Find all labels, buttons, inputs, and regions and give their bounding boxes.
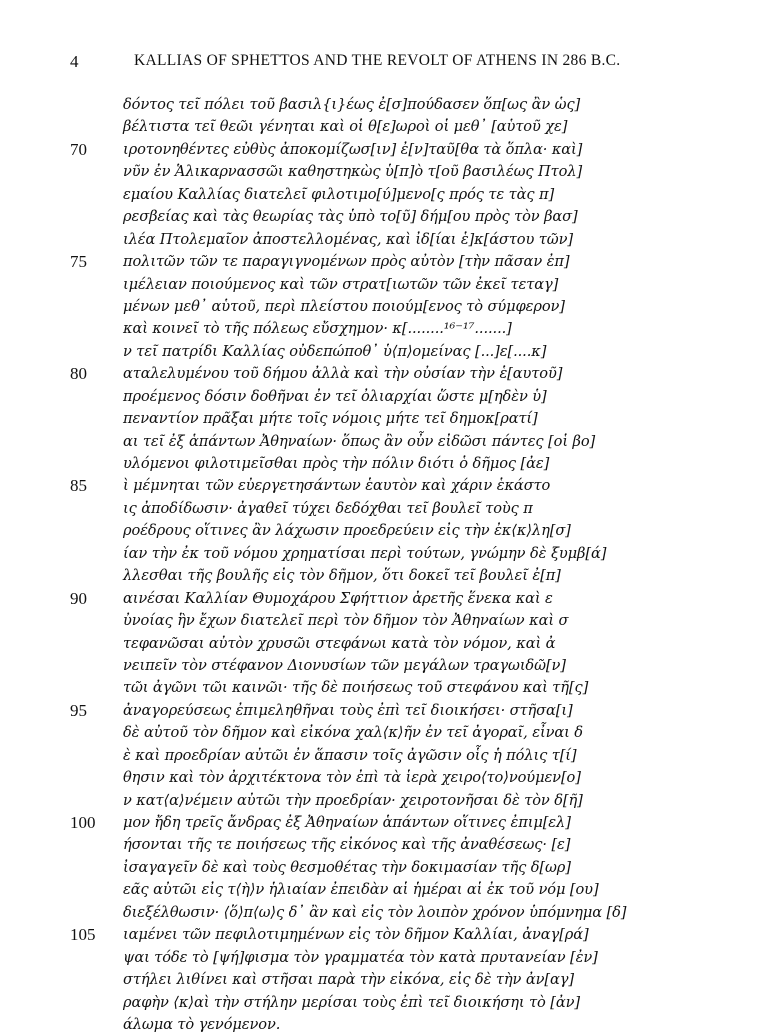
- inscription-line: [0, 1014, 775, 1036]
- inscription-text: [0, 94, 775, 1036]
- inscription-line: [0, 139, 775, 161]
- inscription-line: [0, 812, 775, 834]
- inscription-line: [0, 386, 775, 408]
- line-text: εᾶς αὐτῶι εἰς τ⟨ὴ⟩ν ἡλιαίαν ἐπειδὰν αἱ ἡμέραι αἱ ἐκ τοῦ νόμ [ου]: [123, 881, 599, 899]
- line-text: ροέδρους οἵτινες ἂν λάχωσιν προεδρεύειν εἰς τὴν ἐκ⟨κ⟩λη[σ]: [123, 522, 571, 540]
- line-number: 85: [70, 476, 87, 496]
- inscription-line: [0, 251, 775, 273]
- inscription-line: [0, 431, 775, 453]
- inscription-line: [0, 677, 775, 699]
- line-number: 75: [70, 252, 87, 272]
- inscription-line: [0, 341, 775, 363]
- line-text: ρεσβείας καὶ τὰς θεωρίας τὰς ὑπὸ το[ῦ] δήμ[ου πρὸς τὸν βασ]: [123, 208, 578, 226]
- inscription-line: [0, 834, 775, 856]
- inscription-line: [0, 610, 775, 632]
- line-text: ήσονται τῆς τε ποιήσεως τῆς εἰκόνος καὶ τῆς ἀναθέσεως· [ε]: [123, 836, 571, 854]
- line-text: ν τεῖ πατρίδι Καλλίας οὐδεπώποθ᾽ ὑ⟨π⟩ομείνας [...]ε[....κ]: [123, 342, 547, 360]
- line-text: ιλέα Πτολεμαῖον ἀποστελλομένας, καὶ ἰδ[ίαι ἑ]κ[άστου τῶν]: [123, 230, 573, 248]
- line-text: θησιν καὶ τὸν ἀρχιτέκτονα τὸν ἐπὶ τὰ ἱερὰ χειρο⟨το⟩νούμεν[ο]: [123, 769, 581, 787]
- inscription-line: [0, 184, 775, 206]
- line-text: αινέσαι Καλλίαν Θυμοχάρου Σφήττιον ἀρετῆς ἕνεκα καὶ ε: [123, 589, 553, 607]
- page-number: 4: [70, 52, 79, 71]
- line-number: 105: [70, 925, 96, 945]
- line-text: στήλει λιθίνει καὶ στῆσαι παρὰ τὴν εἰκόνα, εἰς δὲ τὴν ἀν[αγ]: [123, 971, 574, 989]
- inscription-line: [0, 790, 775, 812]
- inscription-line: [0, 363, 775, 385]
- line-text: ἰσαγαγεῖν δὲ καὶ τοὺς θεσμοθέτας τὴν δοκιμασίαν τῆς δ[ωρ]: [123, 858, 571, 876]
- line-text: ν κατ⟨α⟩νέμειν αὐτῶι τὴν προεδρίαν· χειροτονῆσαι δὲ τὸν δ[ῆ]: [123, 791, 583, 809]
- line-text: ἀναγορεύσεως ἐπιμεληθῆναι τοὺς ἐπὶ τεῖ διοικήσει· στῆσα[ι]: [123, 701, 573, 719]
- inscription-line: [0, 879, 775, 901]
- inscription-line: [0, 408, 775, 430]
- inscription-line: [0, 969, 775, 991]
- line-text: λλεσθαι τῆς βουλῆς εἰς τὸν δῆμον, ὅτι δοκεῖ τεῖ βουλεῖ ἐ[π]: [123, 567, 561, 585]
- line-text: νῦν ἐν Ἁλικαρνασσῶι καθηστηκὼς ὑ[π]ὸ τ[οῦ βασιλέως Πτολ]: [123, 163, 583, 181]
- line-text: ις ἀποδίδωσιν· ἀγαθεῖ τύχει δεδόχθαι τεῖ βουλεῖ τοὺς π: [123, 499, 533, 517]
- line-text: πεναντίον πρᾶξαι μήτε τοῖς νόμοις μήτε τεῖ δημοκ[ρατί]: [123, 410, 538, 428]
- inscription-line: [0, 902, 775, 924]
- line-text: τεφανῶσαι αὐτὸν χρυσῶι στεφάνωι κατὰ τὸν νόμον, καὶ ἀ: [123, 634, 556, 652]
- line-text: αταλελυμένου τοῦ δήμου ἀλλὰ καὶ τὴν οὐσίαν τὴν ἑ[αυτοῦ]: [123, 365, 563, 383]
- inscription-line: [0, 453, 775, 475]
- line-number: 100: [70, 813, 96, 832]
- line-text: νειπεῖν τὸν στέφανον Διονυσίων τῶν μεγάλων τραγωιδῶ[ν]: [123, 656, 566, 674]
- inscription-line: [0, 565, 775, 587]
- line-text: ιμέλειαν ποιούμενος καὶ τῶν στρατ[ιωτῶν τῶν ἐκεῖ τεταγ]: [123, 275, 559, 293]
- inscription-line: [0, 588, 775, 610]
- line-text: εμαίου Καλλίας διατελεῖ φιλοτιμο[ύ]μενο[ς πρός τε τὰς π]: [123, 185, 555, 203]
- line-number: 90: [70, 588, 87, 608]
- line-text: πολιτῶν τῶν τε παραγιγνομένων πρὸς αὐτὸν [τὴν πᾶσαν ἐπ]: [123, 253, 570, 271]
- inscription-line: [0, 745, 775, 767]
- inscription-line: [0, 229, 775, 251]
- line-number: 80: [70, 364, 87, 384]
- line-text: ίαν τὴν ἐκ τοῦ νόμου χρηματίσαι περὶ τούτων, γνώμην δὲ ξυμβ[ά]: [123, 544, 607, 562]
- inscription-line: [0, 924, 775, 946]
- inscription-line: [0, 206, 775, 228]
- inscription-line: [0, 475, 775, 497]
- running-title: KALLIAS OF SPHETTOS AND THE REVOLT OF ATHENS IN 286 B.C.: [134, 52, 621, 69]
- line-text: βέλτιστα τεῖ θεῶι γένηται καὶ οἱ θ[ε]ωροὶ οἱ μεθ᾽ [αὑτοῦ χε]: [123, 118, 568, 136]
- line-text: δὲ αὐτοῦ τὸν δῆμον καὶ εἰκόνα χαλ⟨κ⟩ῆν ἐν τεῖ ἀγοραῖ, εἶναι δ: [123, 724, 583, 742]
- inscription-line: [0, 700, 775, 722]
- line-text: ὐνοίας ἣν ἔχων διατελεῖ περὶ τὸν δῆμον τὸν Ἀθηναίων καὶ σ: [123, 612, 569, 630]
- inscription-line: [0, 116, 775, 138]
- line-text: προέμενος δόσιν δοθῆναι ἐν τεῖ ὀλιαρχίαι ὥστε μ[ηδὲν ὑ]: [123, 387, 547, 405]
- inscription-line: [0, 94, 775, 116]
- line-number: 70: [70, 139, 87, 159]
- inscription-line: [0, 274, 775, 296]
- inscription-line: [0, 520, 775, 542]
- inscription-line: [0, 722, 775, 744]
- inscription-line: [0, 296, 775, 318]
- line-number: 95: [70, 700, 87, 720]
- inscription-line: [0, 992, 775, 1014]
- line-text: μον ἤδη τρεῖς ἄνδρας ἐξ Ἀθηναίων ἁπάντων οἵτινες ἐπιμ[ελ]: [123, 814, 571, 831]
- line-text: μένων μεθ᾽ αὑτοῦ, περὶ πλείστου ποιούμ[ενος τὸ σύμφερον]: [123, 297, 565, 315]
- line-text: διεξέλθωσιν· ⟨ὅ⟩π⟨ω⟩ς δ᾽ ἂν καὶ εἰς τὸν λοιπὸν χρόνον ὑπόμνημα [δ]: [123, 903, 627, 921]
- line-text: αι τεῖ ἐξ ἁπάντων Ἀθηναίων· ὅπως ἂν οὖν εἰδῶσι πάντες [οἱ βο]: [123, 432, 596, 450]
- inscription-line: [0, 318, 775, 340]
- inscription-line: [0, 633, 775, 655]
- line-text: ὶ μέμνηται τῶν εὐεργετησάντων ἑαυτὸν καὶ χάριν ἑκάστο: [123, 477, 551, 495]
- line-text: καὶ κοινεῖ τὸ τῆς πόλεως εὔσχημον· κ[........¹⁶⁻¹⁷.......]: [123, 320, 512, 338]
- line-text: τῶι ἀγῶνι τῶι καινῶι· τῆς δὲ ποιήσεως τοῦ στεφάνου καὶ τῆ[ς]: [123, 679, 589, 697]
- line-text: ιαμένει τῶν πεφιλοτιμημένων εἰς τὸν δῆμον Καλλίαι, ἀναγ[ρά]: [123, 926, 589, 944]
- inscription-line: [0, 161, 775, 183]
- inscription-line: [0, 857, 775, 879]
- line-text: ψαι τόδε τὸ [ψή]φισμα τὸν γραμματέα τὸν κατὰ πρυτανείαν [ἐν]: [123, 948, 598, 966]
- line-text: ιροτονηθέντες εὐθὺς ἀποκομίζωσ[ιν] ἐ[ν]ταῦ[θα τὰ ὅπλα· καὶ]: [123, 140, 583, 158]
- line-text: ραφὴν ⟨κ⟩αὶ τὴν στήλην μερίσαι τοὺς ἐπὶ τεῖ διοικήσηι τὸ [ἀν]: [123, 993, 580, 1011]
- line-text: δόντος τεῖ πόλει τοῦ βασιλ{ι}έως ἐ[σ]πούδασεν ὅπ[ως ἂν ὡς]: [123, 96, 581, 113]
- line-text: ὲ καὶ προεδρίαν αὐτῶι ἐν ἅπασιν τοῖς ἀγῶσιν οἷς ἡ πόλις τ[ί]: [123, 746, 577, 764]
- inscription-line: [0, 543, 775, 565]
- inscription-line: [0, 498, 775, 520]
- inscription-line: [0, 767, 775, 789]
- line-text: υλόμενοι φιλοτιμεῖσθαι πρὸς τὴν πόλιν διότι ὁ δῆμος [ἀε]: [123, 455, 550, 472]
- line-text: άλωμα τὸ γενόμενον.: [123, 1015, 281, 1033]
- inscription-line: [0, 947, 775, 969]
- inscription-line: [0, 655, 775, 677]
